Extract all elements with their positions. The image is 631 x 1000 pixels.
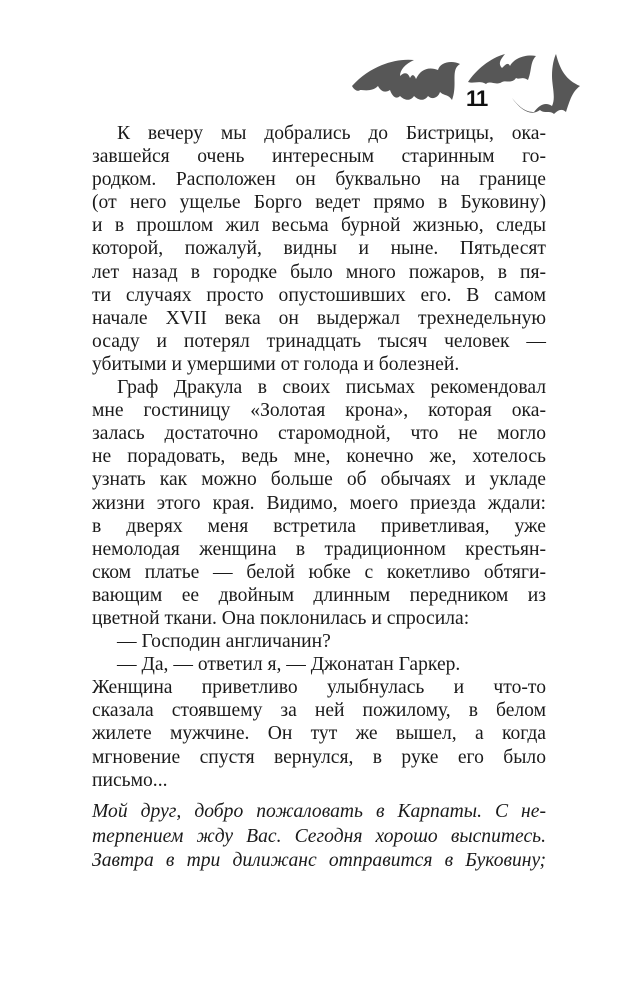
text-line: сказала стоявшему за ней пожилому, в белом — [92, 700, 546, 722]
bat-icon — [468, 54, 536, 84]
body-text — [92, 122, 546, 792]
text-line: — Господин англичанин? — [117, 631, 331, 653]
text-line: лет назад в городке было много пожаров, в пя- — [92, 261, 546, 283]
text-line: К вечеру мы добрались до Бистрицы, ока- — [117, 123, 546, 144]
text-line: которой, пожалуй, видны и ныне. Пятьдесят — [92, 238, 546, 260]
text-line: не порадовать, ведь мне, конечно же, хотелось — [92, 446, 546, 468]
text-line: ском платье — белой юбке с кокетливо обтяги- — [92, 561, 546, 583]
text-line: Граф Дракула в своих письмах рекомендовал — [117, 377, 546, 399]
letter-text — [92, 800, 546, 874]
text-line: мгновение спустя вернулся, в руке его было — [92, 746, 546, 768]
page-number: 11 — [466, 86, 488, 111]
text-line: в дверях меня встретила приветливая, уже — [92, 515, 546, 537]
bat-icon — [352, 60, 460, 100]
text-line: письмо... — [92, 769, 168, 791]
text-line: — Да, — ответил я, — Джонатан Гаркер. — [117, 654, 461, 676]
text-line: немолодая женщина в традиционном крестьян- — [92, 538, 546, 560]
text-line: узнать как можно больше об обычаях и укладе — [92, 469, 546, 491]
letter-line: Мой друг, добро пожаловать в Карпаты. С не- — [92, 801, 546, 822]
text-line: (от него ущелье Борго ведет прямо в Буковину) — [92, 192, 546, 214]
letter-line: терпением жду Вас. Сегодня хорошо выспитесь. — [92, 825, 546, 847]
text-line: цветной ткани. Она поклонилась и спросила: — [92, 607, 470, 629]
text-line: залась достаточно старомодной, что не могло — [92, 423, 546, 445]
text-line: осаду и потерял тринадцать тысяч человек — — [92, 330, 546, 352]
text-line: и в прошлом жил весьма бурной жизнью, следы — [92, 215, 546, 237]
text-line: родком. Расположен он буквально на границе — [92, 169, 546, 191]
text-line: вающим ее двойным длинным передником из — [92, 584, 546, 606]
bat-illustrations — [0, 0, 631, 140]
text-line: жизни этого края. Видимо, моего приезда ждали: — [92, 492, 546, 514]
text-line: убитыми и умершими от голода и болезней. — [92, 353, 460, 375]
text-line: ти случаях просто опустошивших его. В самом — [92, 284, 546, 306]
letter-line: Завтра в три дилижанс отправится в Буковину; — [92, 850, 546, 872]
text-line: жилете мужчине. Он тут же вышел, а когда — [92, 723, 546, 745]
text-line: мне гостиницу «Золотая крона», которая ока- — [92, 400, 546, 422]
text-line: начале XVII века он выдержал трехнедельную — [92, 307, 546, 329]
text-line: завшейся очень интересным старинным го- — [92, 146, 546, 168]
text-line: Женщина приветливо улыбнулась и что-то — [92, 677, 546, 699]
